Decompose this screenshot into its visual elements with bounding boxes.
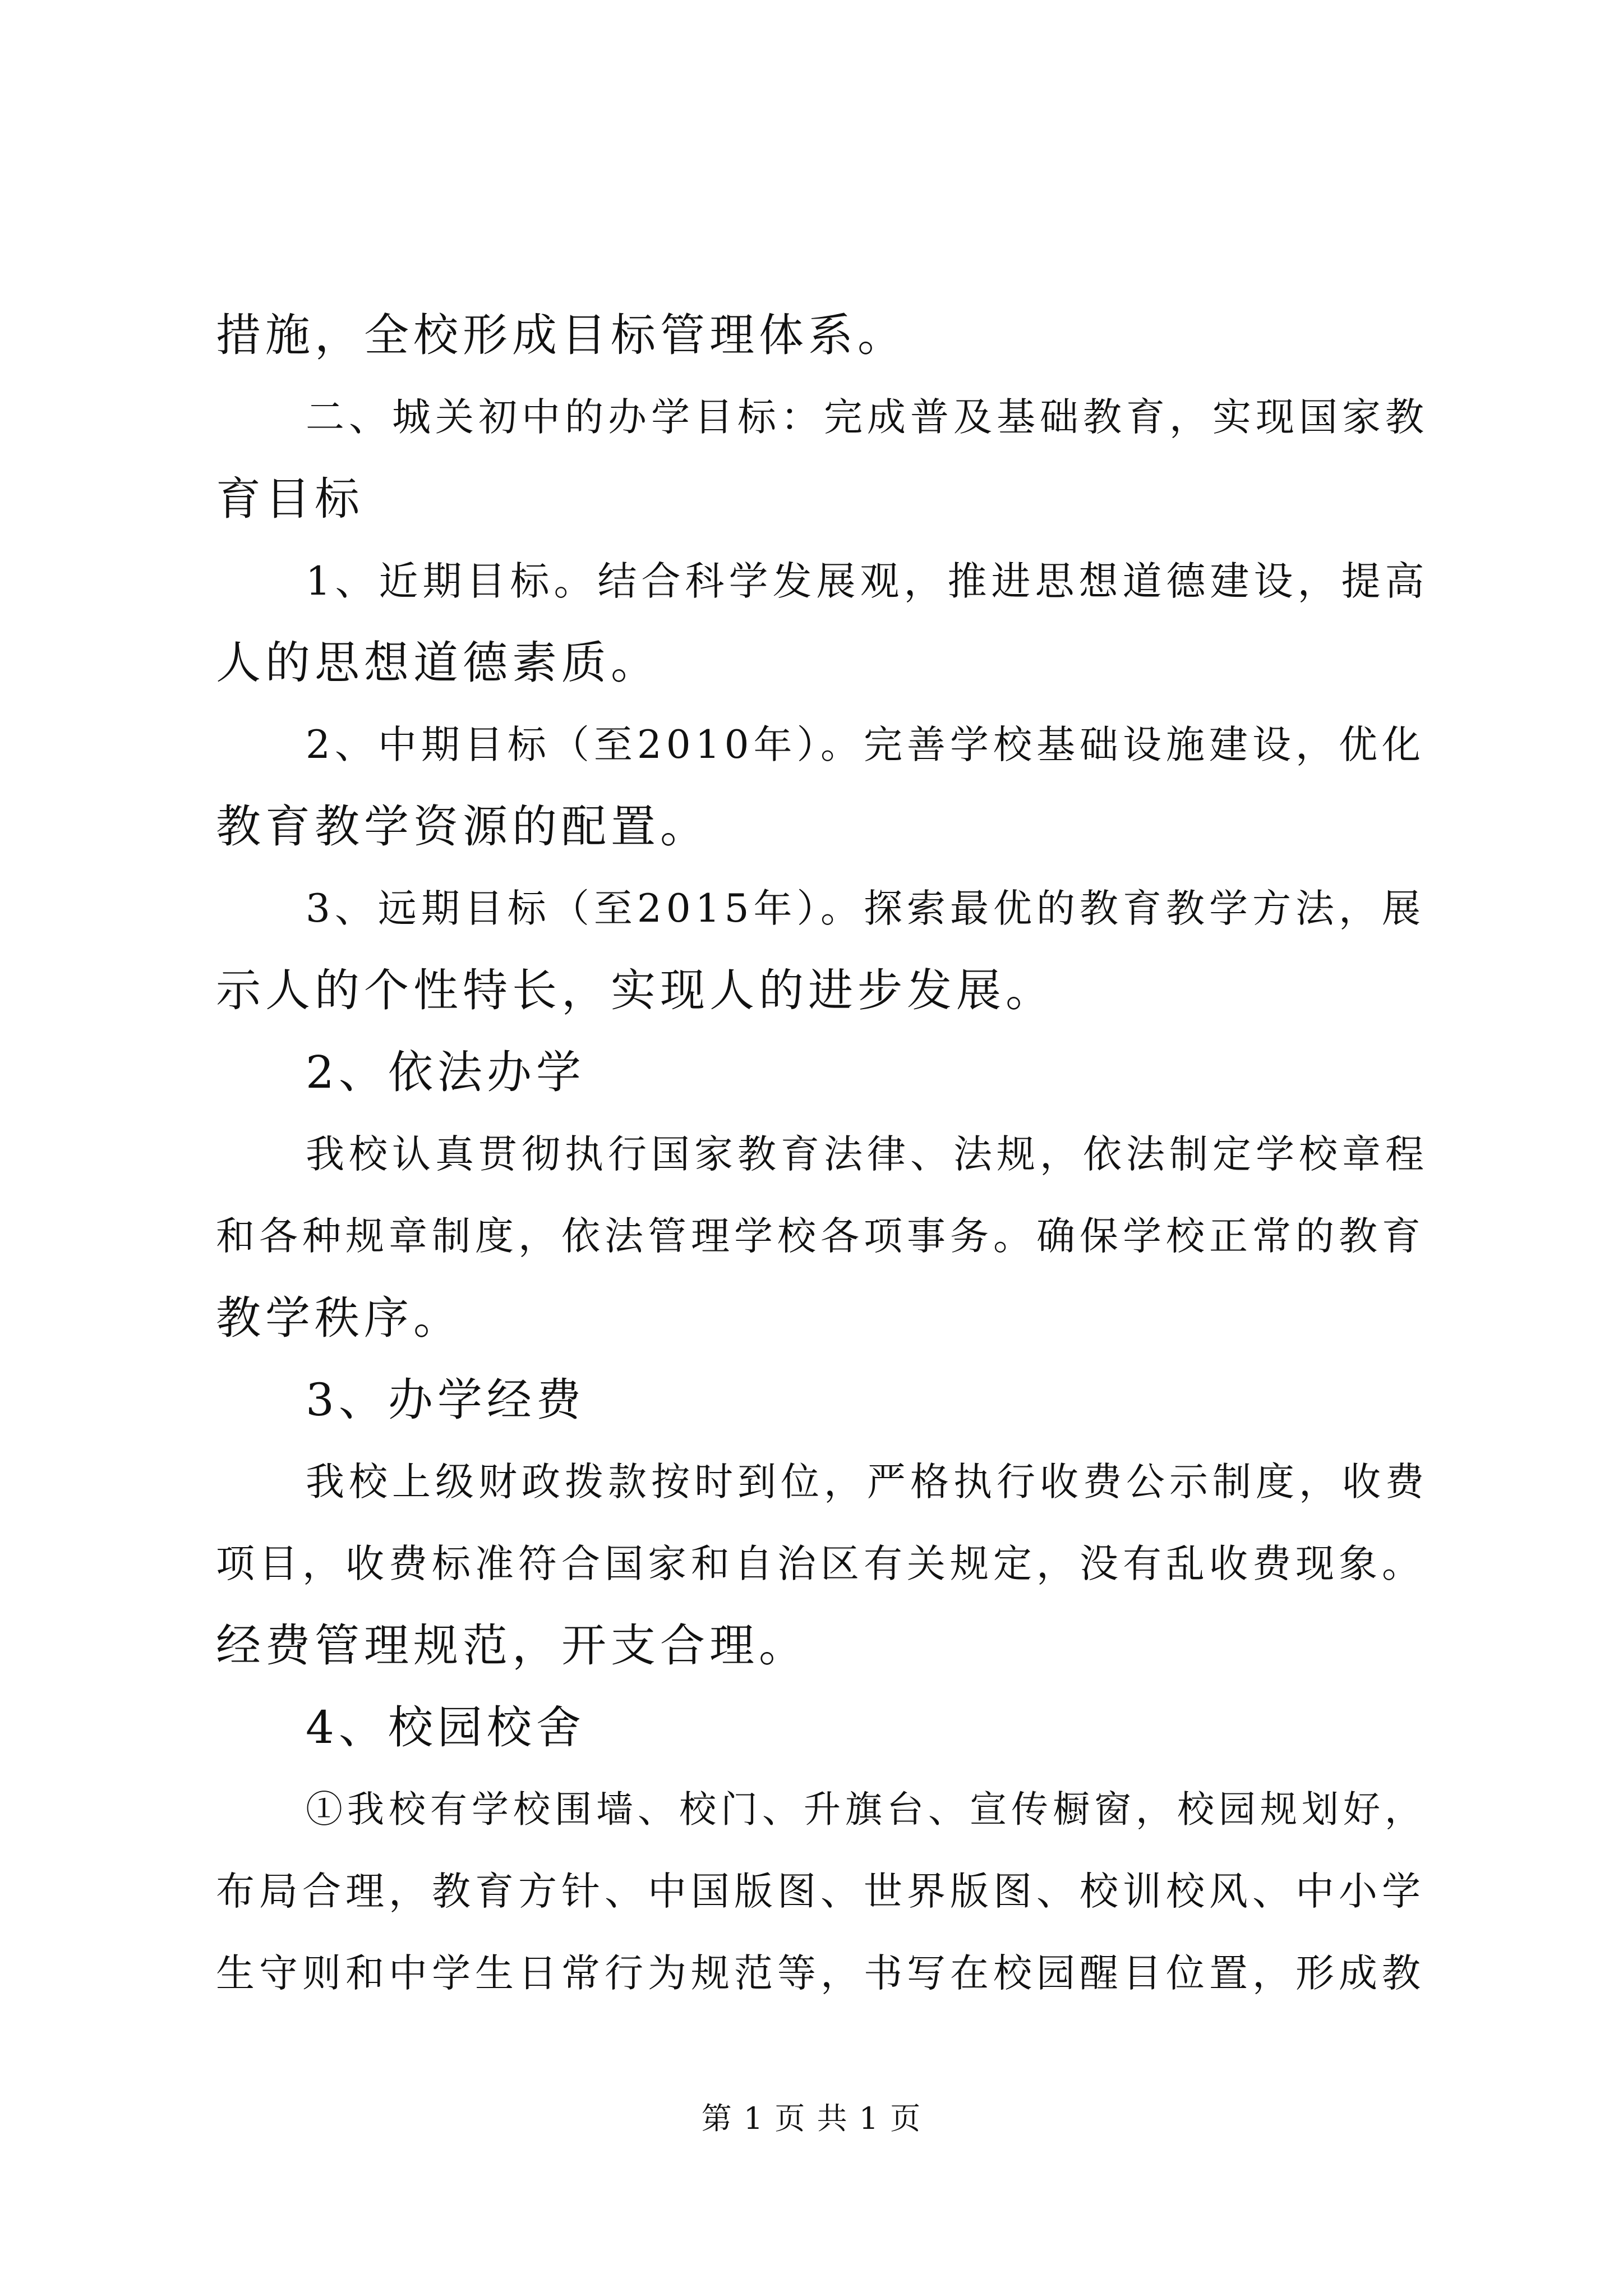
text-line: 项目，收费标准符合国家和自治区有关规定，没有乱收费现象。 bbox=[216, 1542, 1425, 1586]
section-heading: 2、依法办学 bbox=[306, 1046, 585, 1098]
text-line: 育目标 bbox=[216, 473, 364, 525]
text-line: 措施，全校形成目标管理体系。 bbox=[216, 309, 907, 361]
text-line: 我校认真贯彻执行国家教育法律、法规，依法制定学校章程 bbox=[306, 1132, 1428, 1177]
text-line: 生守则和中学生日常行为规范等，书写在校园醒目位置，形成教 bbox=[216, 1951, 1425, 1996]
text-line: 1、近期目标。结合科学发展观，推进思想道德建设，提高 bbox=[306, 558, 1429, 604]
text-line: 布局合理，教育方针、中国版图、世界版图、校训校风、中小学 bbox=[216, 1869, 1425, 1914]
text-line: 经费管理规范，开支合理。 bbox=[216, 1619, 808, 1672]
text-line: 和各种规章制度，依法管理学校各项事务。确保学校正常的教育 bbox=[216, 1214, 1425, 1259]
text-line: 人的思想道德素质。 bbox=[216, 637, 660, 689]
text-line: 教育教学资源的配置。 bbox=[216, 800, 709, 853]
text-line: ①我校有学校围墙、校门、升旗台、宣传橱窗，校园规划好， bbox=[306, 1788, 1426, 1831]
text-line: 我校上级财政拨款按时到位，严格执行收费公示制度，收费 bbox=[306, 1460, 1428, 1504]
text-line: 二、城关初中的办学目标：完成普及基础教育，实现国家教 bbox=[306, 395, 1428, 440]
text-line: 示人的个性特长，实现人的进步发展。 bbox=[216, 964, 1055, 1016]
section-heading: 3、办学经费 bbox=[306, 1374, 585, 1426]
text-line: 2、中期目标（至2010年）。完善学校基础设施建设，优化 bbox=[306, 723, 1425, 767]
text-line: 3、远期目标（至2015年）。探索最优的教育教学方法，展 bbox=[306, 886, 1425, 931]
section-heading: 4、校园校舍 bbox=[306, 1701, 585, 1754]
text-line: 教学秩序。 bbox=[216, 1292, 463, 1344]
page-number-footer: 第 1 页 共 1 页 bbox=[701, 2101, 922, 2136]
